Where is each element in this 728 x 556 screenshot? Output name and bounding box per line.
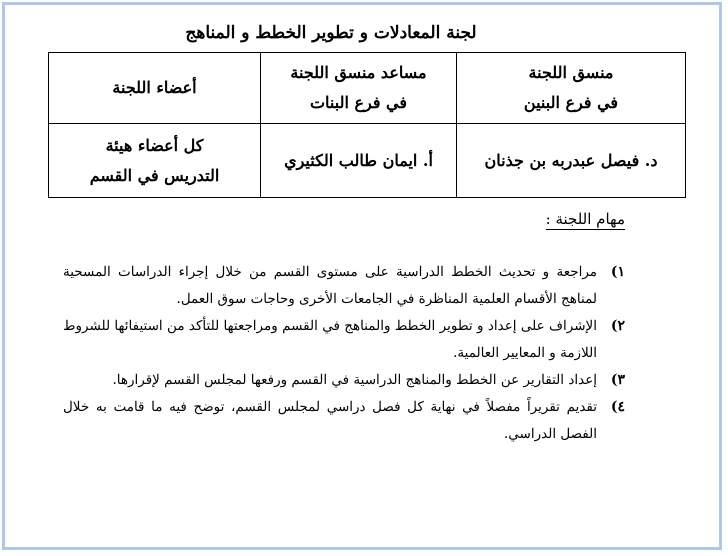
task-text: تقديم تقريراً مفصلاً في نهاية كل فصل دراسي لمجلس القسم، توضح فيه ما قامت به خلال الفصل الدراسي. bbox=[63, 399, 597, 442]
task-number: ٤) bbox=[610, 399, 625, 415]
tasks-heading bbox=[465, 210, 625, 228]
table-row bbox=[49, 124, 686, 198]
tasks-heading-text: مهام اللجنة : bbox=[545, 210, 625, 228]
header-line: أعضاء اللجنة bbox=[112, 78, 197, 97]
task-text: إعداد التقارير عن الخطط والمناهج الدراسية في القسم ورفعها لمجلس القسم لإقرارها. bbox=[112, 372, 597, 388]
header-cell-coordinator bbox=[457, 53, 686, 124]
cell-line: د. فيصل عبدربه بن جذنان bbox=[484, 150, 658, 170]
list-item bbox=[63, 367, 625, 394]
list-item bbox=[63, 259, 625, 313]
document-title: لجنة المعادلات و تطوير الخطط و المناهج bbox=[185, 23, 477, 43]
table-header-row bbox=[49, 53, 686, 124]
committee-table bbox=[48, 52, 686, 198]
task-number: ١) bbox=[610, 264, 625, 280]
header-line: في فرع البنات bbox=[309, 93, 408, 112]
header-line: مساعد منسق اللجنة bbox=[290, 63, 427, 82]
header-line: منسق اللجنة bbox=[528, 63, 614, 82]
list-item bbox=[63, 313, 625, 367]
page-frame bbox=[2, 2, 722, 550]
header-line: في فرع البنين bbox=[523, 93, 619, 112]
tasks-list bbox=[63, 259, 625, 448]
cell-coordinator-name bbox=[457, 124, 686, 198]
header-cell-members bbox=[49, 53, 261, 124]
cell-line: أ. ايمان طالب الكثيري bbox=[284, 150, 433, 170]
header-cell-assistant bbox=[261, 53, 457, 124]
task-number: ٢) bbox=[610, 318, 625, 334]
task-number: ٣) bbox=[610, 372, 625, 388]
list-item bbox=[63, 394, 625, 448]
cell-line: كل أعضاء هيئة bbox=[105, 135, 204, 155]
cell-assistant-name bbox=[261, 124, 457, 198]
cell-line: التدريس في القسم bbox=[89, 165, 220, 185]
task-text: مراجعة و تحديث الخطط الدراسية على مستوى القسم من خلال إجراء الدراسات المسحية لمناهج الأقسام العلمية المناظرة في الجامعات الأخرى وحاجات سوق العمل. bbox=[63, 264, 597, 307]
cell-members bbox=[49, 124, 261, 198]
task-text: الإشراف على إعداد و تطوير الخطط والمناهج في القسم ومراجعتها للتأكد من استيفائها للشروط اللازمة و المعايير العالمية. bbox=[63, 318, 597, 361]
